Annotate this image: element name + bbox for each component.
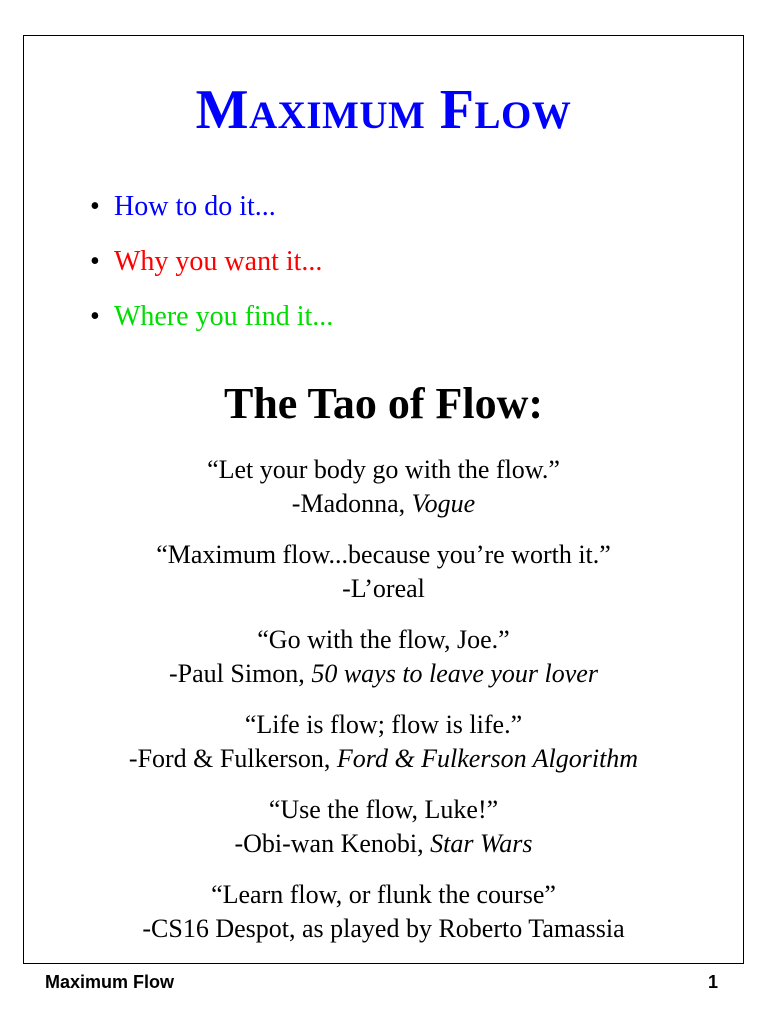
bullet-dot-icon: •: [90, 246, 100, 277]
page-footer: [45, 972, 718, 993]
quote-attribution: [24, 487, 743, 521]
bullet-text: Why you want it...: [114, 246, 323, 277]
quote-work: Ford & Fulkerson Algorithm: [336, 744, 639, 773]
quote-text: “Life is flow; flow is life.”: [244, 710, 523, 739]
quote-author: -L’oreal: [342, 574, 425, 603]
bullet-item: [90, 301, 333, 356]
quote-attribution: [24, 827, 743, 861]
section-heading: The Tao of Flow:: [223, 379, 544, 428]
quote-block: [24, 453, 743, 521]
quote-block: [24, 793, 743, 861]
quote-attribution: [24, 657, 743, 691]
quote-author: -Obi-wan Kenobi,: [234, 829, 431, 858]
slide-frame: [23, 35, 744, 964]
quote-list: [24, 453, 743, 963]
bullet-item: [90, 246, 333, 301]
bullet-text: Where you find it...: [114, 301, 334, 332]
quote-block: [24, 708, 743, 776]
quote-text: “Go with the flow, Joe.”: [257, 625, 510, 654]
page-number: 1: [707, 972, 718, 992]
quote-text: “Maximum flow...because you’re worth it.”: [156, 540, 611, 569]
quote-attribution: [24, 572, 743, 606]
quote-work: Vogue: [411, 489, 476, 518]
quote-author: -Madonna,: [291, 489, 412, 518]
quote-block: [24, 623, 743, 691]
quote-attribution: [24, 912, 743, 946]
quote-author: -Ford & Fulkerson,: [128, 744, 337, 773]
quote-work: Star Wars: [430, 829, 533, 858]
quote-work: 50 ways to leave your lover: [311, 659, 598, 688]
quote-text: “Use the flow, Luke!”: [268, 795, 499, 824]
footer-title: Maximum Flow: [45, 972, 175, 992]
quote-author: -Paul Simon,: [169, 659, 312, 688]
quote-attribution: [24, 742, 743, 776]
bullet-list: [90, 191, 333, 356]
quote-block: [24, 878, 743, 946]
quote-text: “Let your body go with the flow.”: [207, 455, 560, 484]
slide-title: Maximum Flow: [195, 79, 572, 141]
bullet-text: How to do it...: [114, 191, 276, 222]
quote-text: “Learn flow, or flunk the course”: [211, 880, 556, 909]
quote-author: -CS16 Despot, as played by Roberto Tamassia: [142, 914, 625, 943]
bullet-dot-icon: •: [90, 301, 100, 332]
quote-block: [24, 538, 743, 606]
bullet-item: [90, 191, 333, 246]
bullet-dot-icon: •: [90, 191, 100, 222]
